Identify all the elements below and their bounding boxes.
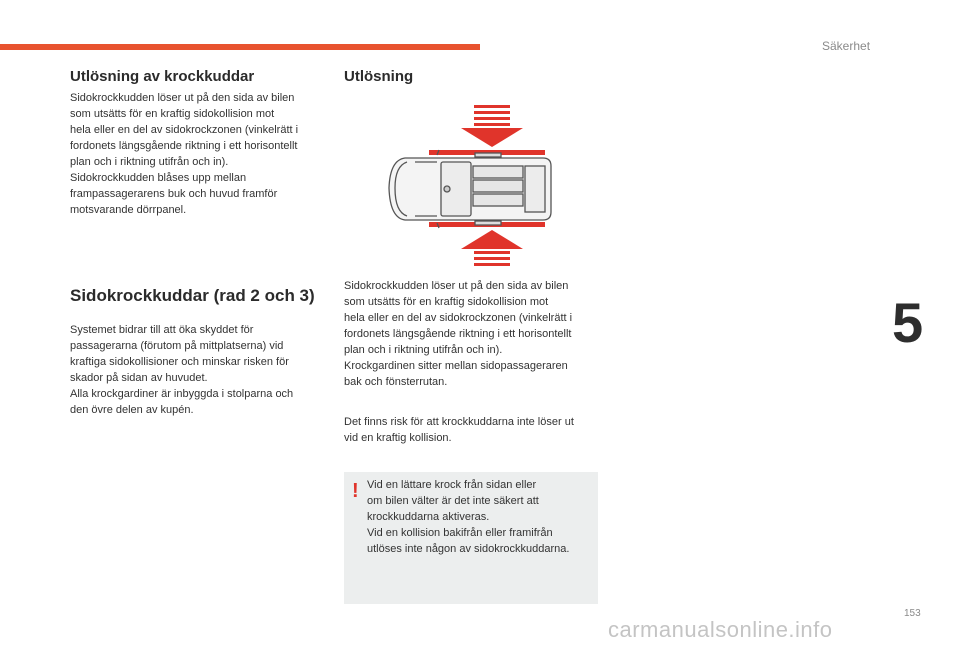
- text-line: skador på sidan av huvudet.: [70, 372, 208, 384]
- text-line: bak och fönsterrutan.: [344, 376, 448, 388]
- text-line: plan och i riktning utifrån och in).: [344, 344, 503, 356]
- text-line: vid en kraftig kollision.: [344, 432, 452, 444]
- text-line: utlöses inte någon av sidokrockkuddarna.: [367, 543, 570, 555]
- paragraph-deployment: [70, 90, 332, 218]
- text-line: krockkuddarna aktiveras.: [367, 511, 490, 523]
- text-line: Det finns risk för att krockkuddarna inte löser ut: [344, 416, 574, 428]
- text-line: Sidokrockkudden blåses upp mellan: [70, 172, 247, 184]
- watermark-text: carmanualsonline.info: [608, 617, 833, 642]
- section-label: Säkerhet: [822, 39, 871, 53]
- vehicle-topview-illustration: [385, 100, 555, 272]
- paragraph-release: [344, 278, 606, 390]
- text-line: den övre delen av kupén.: [70, 404, 194, 416]
- text-line: Vid en kollision bakifrån eller framifrån: [367, 527, 553, 539]
- warning-exclamation-icon: !: [352, 480, 359, 502]
- text-line: Systemet bidrar till att öka skyddet för: [70, 324, 254, 336]
- text-line: som utsätts för en kraftig sidokollision mot: [70, 108, 275, 120]
- warning-box: [344, 472, 598, 604]
- header-accent-bar: [0, 44, 480, 50]
- vehicle-side-impact-figure: [385, 100, 555, 272]
- text-line: kraftiga sidokollisioner och minskar risken för: [70, 356, 289, 368]
- warning-text: [367, 477, 592, 557]
- text-line: hela eller en del av sidokrockzonen (vinkelrätt i: [70, 124, 299, 136]
- text-line: Vid en lättare krock från sidan eller: [367, 479, 537, 491]
- text-line: som utsätts för en kraftig sidokollision mot: [344, 296, 549, 308]
- text-line: passagerarna (förutom på mittplatserna) vid: [70, 340, 284, 352]
- page-number: 153: [904, 608, 921, 619]
- chapter-number: 5: [892, 291, 924, 354]
- text-line: hela eller en del av sidokrockzonen (vinkelrätt i: [344, 312, 573, 324]
- text-line: Krockgardinen sitter mellan sidopassageraren: [344, 360, 568, 372]
- impact-arrow-bottom: [461, 230, 523, 266]
- text-line: frampassagerarens buk och huvud framför: [70, 188, 278, 200]
- text-line: fordonets längsgående riktning i ett horisontellt: [344, 328, 572, 340]
- text-line: fordonets längsgående riktning i ett horisontellt: [70, 140, 298, 152]
- text-line: motsvarande dörrpanel.: [70, 204, 187, 216]
- text-line: plan och i riktning utifrån och in).: [70, 156, 229, 168]
- heading-side-airbags-rows: Sidokrockkuddar (rad 2 och 3): [70, 286, 315, 305]
- text-line: Alla krockgardiner är inbyggda i stolparna och: [70, 388, 294, 400]
- impact-arrow-top: [461, 105, 523, 147]
- text-line: Sidokrockkudden löser ut på den sida av bilen: [70, 92, 295, 104]
- heading-release: Utlösning: [344, 68, 414, 85]
- heading-deployment: Utlösning av krockkuddar: [70, 68, 255, 85]
- text-line: Sidokrockkudden löser ut på den sida av bilen: [344, 280, 569, 292]
- paragraph-risk: [344, 414, 606, 446]
- text-line: om bilen välter är det inte säkert att: [367, 495, 539, 507]
- car-body: [389, 150, 551, 228]
- paragraph-side-airbags-rows: [70, 322, 332, 418]
